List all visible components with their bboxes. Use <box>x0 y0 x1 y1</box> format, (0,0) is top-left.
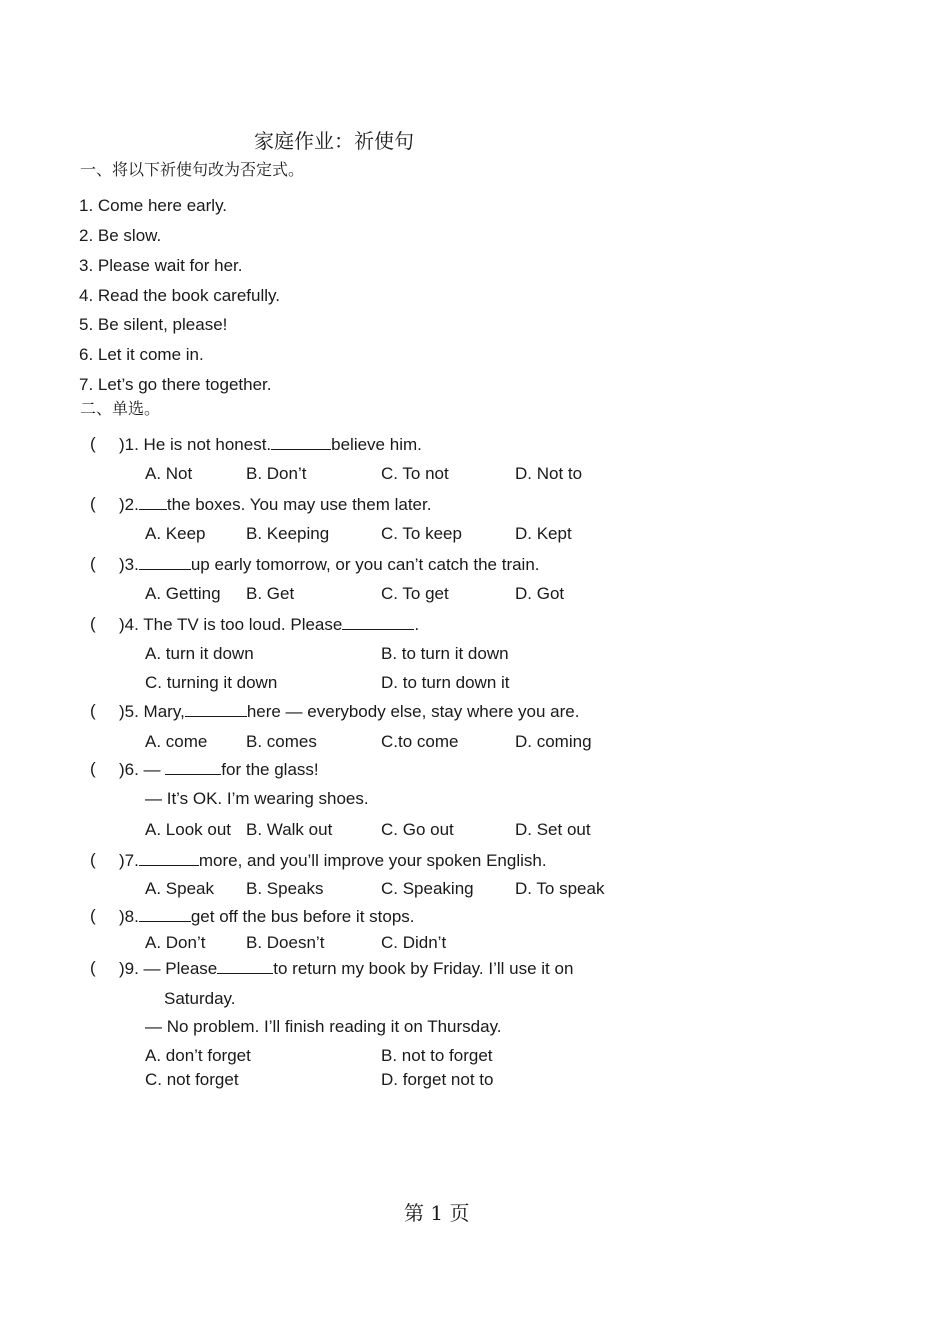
question-2 <box>119 494 431 515</box>
option-c: C. To keep <box>381 524 462 543</box>
question-text: the boxes. You may use them later. <box>166 495 432 514</box>
list-item: 4. Read the book carefully. <box>79 286 280 305</box>
option-c: C. To get <box>381 584 449 603</box>
question-4 <box>119 614 419 635</box>
answer-paren: ( <box>90 494 96 513</box>
option-a: A. turn it down <box>145 644 254 663</box>
answer-paren: ( <box>90 958 96 977</box>
option-a: A. Don’t <box>145 933 206 952</box>
option-b: B. comes <box>246 732 317 751</box>
question-text: more, and you’ll improve your spoken English. <box>198 851 547 870</box>
question-9 <box>119 958 573 979</box>
answer-paren: ( <box>90 850 96 869</box>
list-item: 6. Let it come in. <box>79 345 204 364</box>
question-text: for the glass! <box>221 760 319 779</box>
answer-blank[interactable] <box>217 958 273 974</box>
list-item: 3. Please wait for her. <box>79 256 243 275</box>
list-item: 5. Be silent, please! <box>79 315 228 334</box>
answer-blank[interactable] <box>139 554 191 570</box>
question-text: )1. He is not honest. <box>119 435 272 454</box>
answer-blank[interactable] <box>139 494 167 510</box>
option-d: D. coming <box>515 732 592 751</box>
answer-blank[interactable] <box>271 434 331 450</box>
list-item: 2. Be slow. <box>79 226 162 245</box>
option-d: D. forget not to <box>381 1070 494 1089</box>
dialogue-line: — No problem. I’ll finish reading it on Thursday. <box>145 1017 502 1036</box>
section1-heading: 一、将以下祈使句改为否定式。 <box>80 160 305 179</box>
answer-paren: ( <box>90 614 96 633</box>
answer-paren: ( <box>90 906 96 925</box>
option-c: C. turning it down <box>145 673 278 692</box>
answer-paren: ( <box>90 434 96 453</box>
question-text: )6. — <box>119 760 161 779</box>
option-b: B. not to forget <box>381 1046 493 1065</box>
option-a: A. come <box>145 732 208 751</box>
list-item: 1. Come here early. <box>79 196 228 215</box>
page-title: 家庭作业：祈使句 <box>254 129 414 153</box>
question-text: )2. <box>119 495 139 514</box>
option-b: B. Get <box>246 584 295 603</box>
answer-paren: ( <box>90 759 96 778</box>
option-a: A. don’t forget <box>145 1046 251 1065</box>
question-text: up early tomorrow, or you can’t catch the train. <box>190 555 540 574</box>
option-a: A. Keep <box>145 524 206 543</box>
question-6 <box>119 759 319 780</box>
option-d: D. Got <box>515 584 565 603</box>
option-c: C. Speaking <box>381 879 474 898</box>
question-text: )3. <box>119 555 139 574</box>
option-c: C.to come <box>381 732 459 751</box>
option-d: D. To speak <box>515 879 605 898</box>
answer-paren: ( <box>90 701 96 720</box>
question-text: )5. Mary, <box>119 702 185 721</box>
dialogue-line: — It’s OK. I’m wearing shoes. <box>145 789 369 808</box>
answer-blank[interactable] <box>165 759 221 775</box>
option-d: D. Set out <box>515 820 591 839</box>
answer-paren: ( <box>90 554 96 573</box>
answer-blank[interactable] <box>185 701 247 717</box>
option-b: B. Walk out <box>246 820 333 839</box>
option-b: B. Speaks <box>246 879 324 898</box>
option-a: A. Speak <box>145 879 214 898</box>
question-8 <box>119 906 415 927</box>
option-c: C. Didn’t <box>381 933 447 952</box>
option-a: A. Getting <box>145 584 221 603</box>
answer-blank[interactable] <box>139 906 191 922</box>
question-text: . <box>414 615 420 634</box>
question-text: )8. <box>119 907 139 926</box>
question-3 <box>119 554 540 575</box>
answer-blank[interactable] <box>139 850 199 866</box>
question-text: believe him. <box>331 435 422 454</box>
option-d: D. Not to <box>515 464 583 483</box>
answer-blank[interactable] <box>342 614 414 630</box>
section2-heading: 二、单选。 <box>80 399 161 418</box>
question-1 <box>119 434 422 455</box>
question-text: here — everybody else, stay where you are. <box>246 702 580 721</box>
question-text: )4. The TV is too loud. Please <box>119 615 343 634</box>
option-c: C. To not <box>381 464 449 483</box>
list-item: 7. Let’s go there together. <box>79 375 272 394</box>
option-a: A. Look out <box>145 820 232 839</box>
question-text: to return my book by Friday. I’ll use it on <box>273 959 574 978</box>
question-text: get off the bus before it stops. <box>190 907 415 926</box>
option-c: C. not forget <box>145 1070 239 1089</box>
option-a: A. Not <box>145 464 193 483</box>
question-5 <box>119 701 579 722</box>
option-b: B. to turn it down <box>381 644 509 663</box>
option-b: B. Don’t <box>246 464 307 483</box>
question-7 <box>119 850 547 871</box>
option-b: B. Keeping <box>246 524 330 543</box>
question-text: )9. — Please <box>119 959 218 978</box>
option-c: C. Go out <box>381 820 454 839</box>
question-text: )7. <box>119 851 139 870</box>
option-b: B. Doesn’t <box>246 933 325 952</box>
page-number: 第 1 页 <box>404 1201 470 1225</box>
question-continuation: Saturday. <box>164 989 236 1008</box>
option-d: D. to turn down it <box>381 673 510 692</box>
option-d: D. Kept <box>515 524 572 543</box>
